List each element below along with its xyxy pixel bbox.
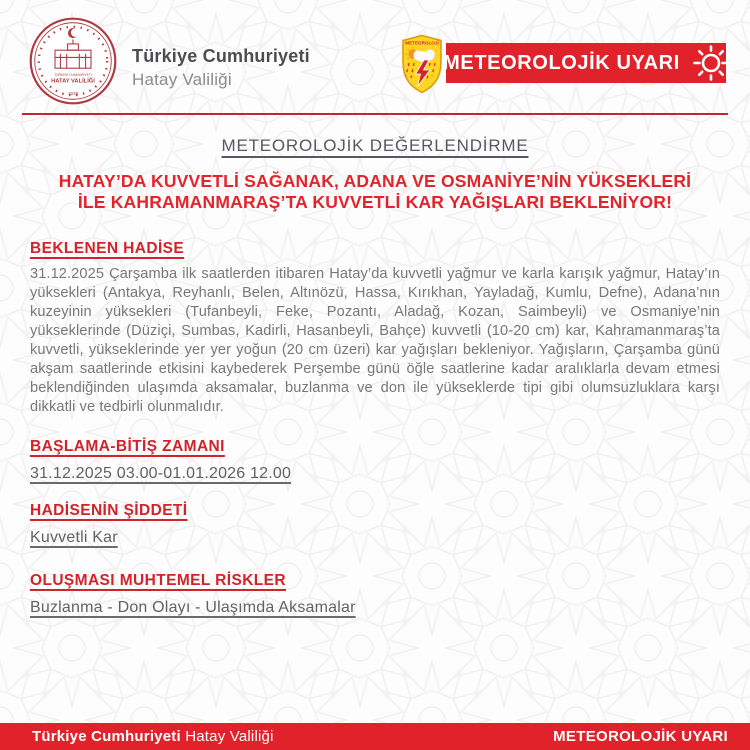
footer-warning-label: METEOROLOJİK UYARI <box>553 728 728 745</box>
headline-line-1: HATAY’DA KUVVETLİ SAĞANAK, ADANA VE OSMANİYE’NİN YÜKSEKLERİ <box>58 171 692 191</box>
section-title-risks: OLUŞMASI MUHTEMEL RİSKLER <box>30 572 286 589</box>
warning-banner <box>443 43 726 83</box>
governorship-brand <box>28 16 310 106</box>
sun-icon <box>693 45 729 81</box>
section-title-expected-event: BEKLENEN HADİSE <box>30 240 185 257</box>
section-expected-event <box>30 240 720 417</box>
section-risks <box>30 572 720 617</box>
hatay-governorship-seal-icon <box>28 16 118 106</box>
footer-bar <box>0 723 750 750</box>
org-subtitle: Hatay Valiliği <box>132 70 232 89</box>
headline <box>30 171 720 213</box>
main-content <box>30 136 720 617</box>
risks-value: Buzlanma - Don Olayı - Ulaşımda Aksamalar <box>30 599 356 616</box>
expected-event-body: 31.12.2025 Çarşamba ilk saatlerden itibaren Hatay’da kuvvetli yağmur ve karla karışık yağmur, Hatay’ın yüksekleri (Antakya, Reyhanlı, Belen, Altınözü, Hassa, Kırıkhan, Yayladağ, Kumlu, Defne), Adana’nın kuzeyinin yüksekleri (Tufanbeyli, Feke, Pozantı, Aladağ, Kozan, Saimbeyli) ve Osmaniye’nin yükseklerinde (Düziçi, Sumbas, Kadirli, Hasanbeyli, Bahçe) kuvvetli (10-20 cm) kar, Kahramanmaraş’ta kuvvetli, yükseklerinde yer yer yoğun (20 cm üzeri) kar yağışları bekleniyor. Yağışların, Çarşamba günü akşam saatlerinde etkisini kaybederek Perşembe günü öğle saatlerine kadar aralıklarla devam etmesi beklendiğinden ulaşımda aksamalar, buzlanma ve don ile yükseklerde tipi gibi olumsuzluklara karşı dikkatli ve tedbirli olunmalıdır. <box>30 266 720 415</box>
meteorology-badge-icon <box>400 34 444 94</box>
severity-value: Kuvvetli Kar <box>30 529 118 546</box>
footer-org-regular: Hatay Valiliği <box>185 728 274 745</box>
header-divider <box>22 113 728 115</box>
section-timing <box>30 438 720 483</box>
brand-text <box>132 32 310 90</box>
footer-org <box>32 728 274 745</box>
org-title: Türkiye Cumhuriyeti <box>132 46 310 66</box>
footer-org-bold: Türkiye Cumhuriyeti <box>32 728 181 745</box>
header <box>0 0 750 113</box>
section-severity <box>30 502 720 547</box>
seal-name-text: HATAY VALİLİĞİ <box>51 78 95 85</box>
seal-year-text: 1939 <box>67 91 79 97</box>
badge-label: METEOROLOJİ <box>405 40 439 46</box>
seal-country-text: TÜRKİYE CUMHURİYETİ <box>54 72 92 77</box>
warning-banner-label: METEOROLOJİK UYARI <box>443 51 680 74</box>
section-title-timing: BAŞLAMA-BİTİŞ ZAMANI <box>30 438 225 455</box>
headline-line-2: İLE KAHRAMANMARAŞ’TA KUVVETLİ KAR YAĞIŞLARI BEKLENİYOR! <box>77 192 673 212</box>
timing-value: 31.12.2025 03.00-01.01.2026 12.00 <box>30 465 292 482</box>
assessment-kicker: METEOROLOJİK DEĞERLENDİRME <box>221 136 529 155</box>
section-title-severity: HADİSENİN ŞİDDETİ <box>30 502 188 519</box>
